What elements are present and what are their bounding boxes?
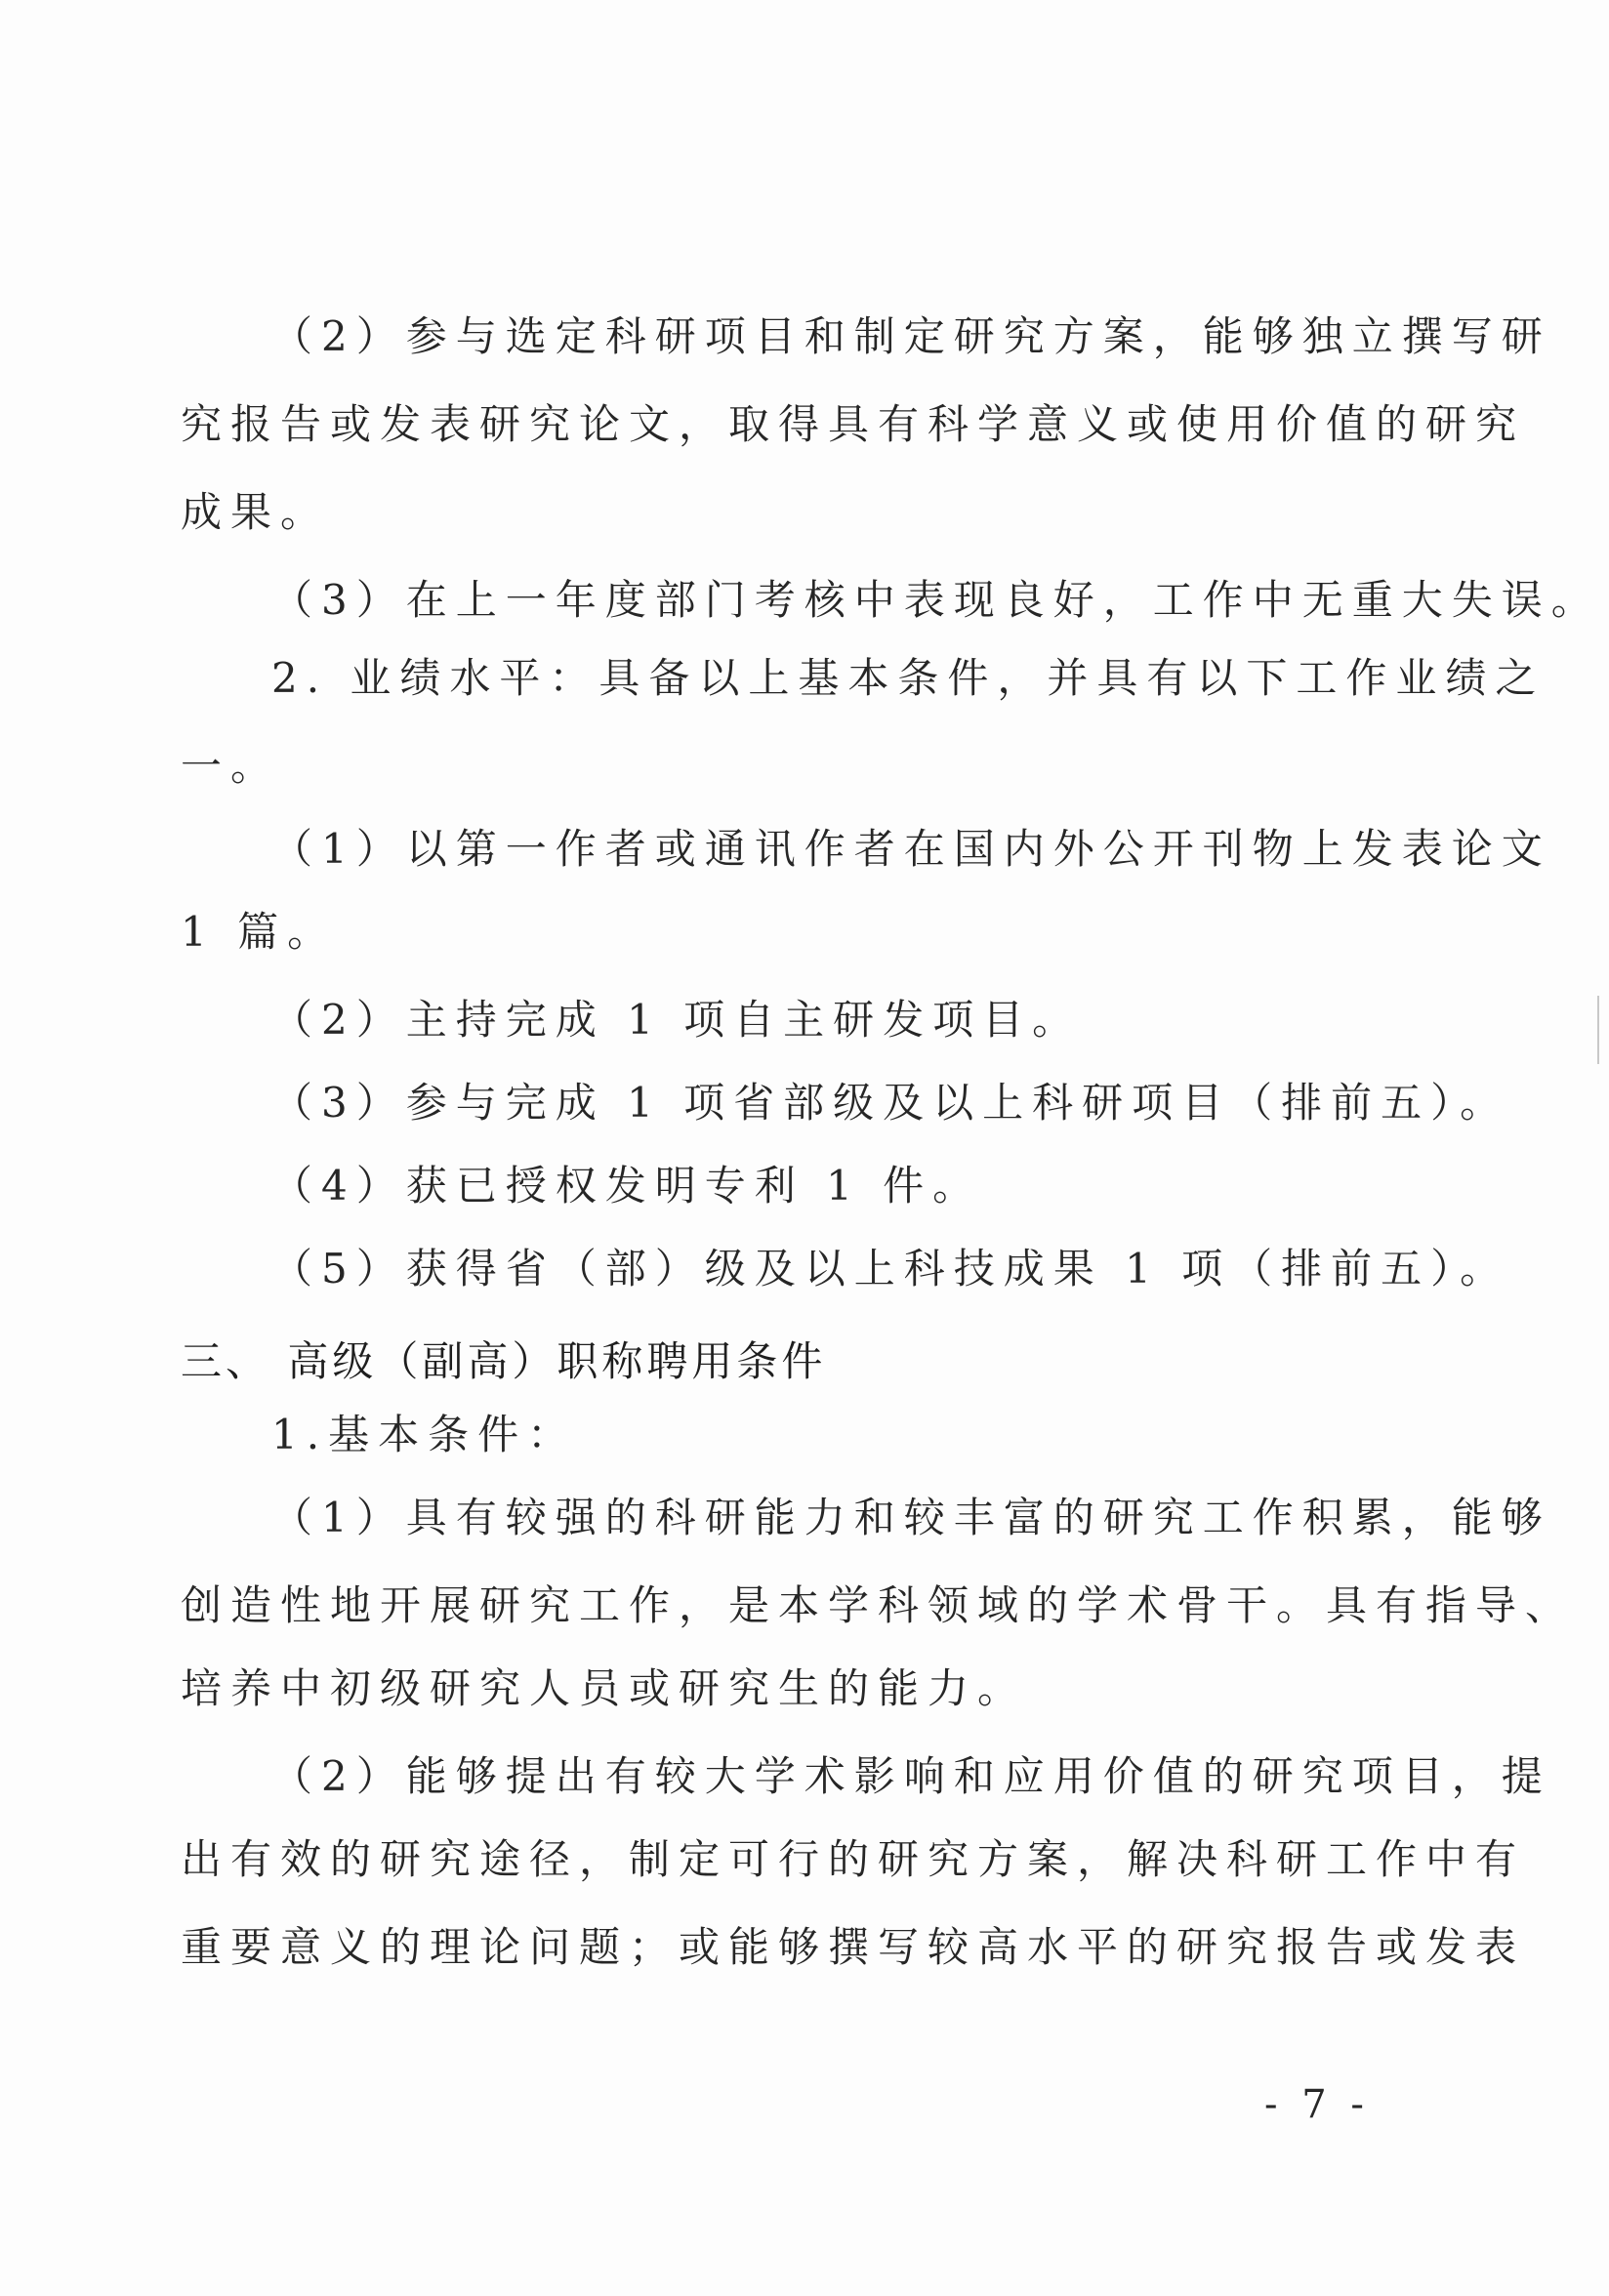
- list-item: （3）参与完成 1 项省部级及以上科研项目（排前五）。: [271, 1079, 1510, 1127]
- paragraph-line: 2. 业绩水平：具备以上基本条件，并具有以下工作业绩之: [271, 654, 1546, 702]
- paragraph-line: （2）能够提出有较大学术影响和应用价值的研究项目，提: [271, 1752, 1551, 1800]
- section-heading: 三、 高级（副高）职称聘用条件: [181, 1337, 827, 1385]
- page-number: - 7 -: [1264, 2082, 1370, 2127]
- paragraph-line: 出有效的研究途径，制定可行的研究方案，解决科研工作中有: [181, 1835, 1526, 1883]
- subsection-heading: 1.基本条件：: [271, 1411, 578, 1458]
- paragraph-line: 究报告或发表研究论文，取得具有科学意义或使用价值的研究: [181, 400, 1526, 448]
- paragraph-line: 成果。: [181, 488, 331, 536]
- paragraph-line: 1 篇。: [181, 908, 338, 956]
- paragraph-line: （3）在上一年度部门考核中表现良好，工作中无重大失误。: [271, 576, 1601, 624]
- list-item: （5）获得省（部）级及以上科技成果 1 项（排前五）。: [271, 1245, 1510, 1292]
- paragraph-line: （1）具有较强的科研能力和较丰富的研究工作积累，能够: [271, 1494, 1551, 1541]
- paragraph-line: （1）以第一作者或通讯作者在国内外公开刊物上发表论文: [271, 825, 1551, 873]
- paragraph-line: 培养中初级研究人员或研究生的能力。: [181, 1664, 1028, 1712]
- paragraph-line: 一。: [181, 742, 281, 790]
- scan-edge-mark: [1597, 996, 1599, 1064]
- paragraph-line: （2）参与选定科研项目和制定研究方案，能够独立撰写研: [271, 312, 1551, 360]
- list-item: （2）主持完成 1 项自主研发项目。: [271, 996, 1083, 1044]
- list-item: （4）获已授权发明专利 1 件。: [271, 1162, 983, 1210]
- paragraph-line: 重要意义的理论问题；或能够撰写较高水平的研究报告或发表: [181, 1923, 1526, 1971]
- paragraph-line: 创造性地开展研究工作，是本学科领域的学术骨干。具有指导、: [181, 1581, 1576, 1629]
